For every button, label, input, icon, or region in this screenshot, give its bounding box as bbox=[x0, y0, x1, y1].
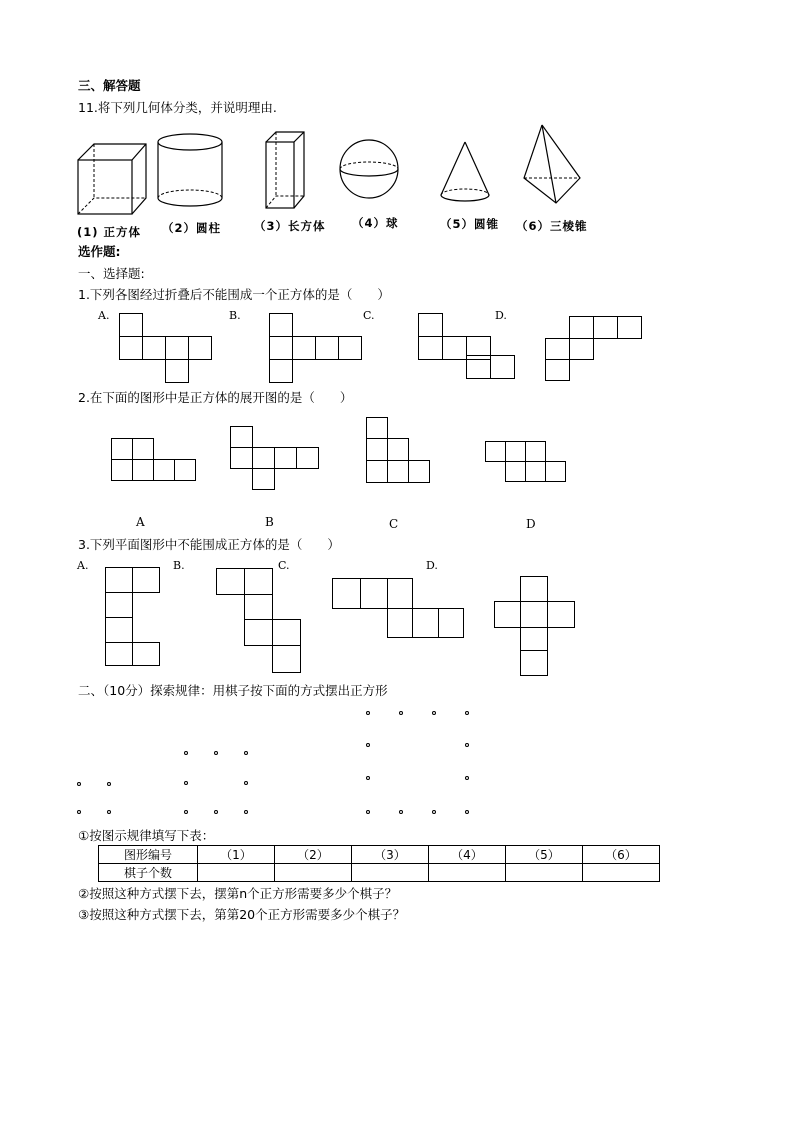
net-square bbox=[485, 441, 506, 462]
net-square bbox=[292, 336, 316, 360]
net-square bbox=[387, 578, 413, 609]
chess-piece-dot bbox=[184, 781, 188, 785]
row-header-figure-number: 图形编号 bbox=[99, 846, 198, 864]
net-square bbox=[418, 313, 443, 337]
column-header: （5） bbox=[506, 846, 583, 864]
chess-piece-dot bbox=[465, 711, 469, 715]
chess-piece-dot bbox=[399, 810, 403, 814]
sphere-figure bbox=[338, 138, 400, 200]
net-square bbox=[269, 313, 293, 337]
column-header: （2） bbox=[275, 846, 352, 864]
table-row bbox=[99, 846, 660, 864]
net-square bbox=[105, 567, 133, 593]
net-square bbox=[230, 426, 253, 448]
net-square bbox=[418, 336, 443, 360]
net-square bbox=[408, 460, 430, 483]
caption-cone: （5）圆锥 bbox=[440, 217, 500, 231]
net-square bbox=[111, 459, 133, 481]
net-square bbox=[525, 441, 546, 462]
net-square bbox=[315, 336, 339, 360]
net-square bbox=[520, 627, 548, 651]
net-square bbox=[105, 617, 133, 643]
chess-piece-dot bbox=[107, 810, 111, 814]
answer-cell[interactable] bbox=[429, 864, 506, 882]
net-square bbox=[412, 608, 439, 638]
chess-piece-dot bbox=[399, 711, 403, 715]
net-square bbox=[505, 461, 526, 482]
net-square bbox=[105, 592, 133, 618]
chess-piece-dot bbox=[366, 711, 370, 715]
net-square bbox=[153, 459, 175, 481]
q3-option-d-label: D. bbox=[426, 559, 438, 572]
net-square bbox=[387, 438, 409, 461]
q2-option-b-label: B bbox=[265, 515, 274, 529]
net-square bbox=[111, 438, 133, 460]
net-square bbox=[296, 447, 319, 469]
column-header: （4） bbox=[429, 846, 506, 864]
chess-piece-dot bbox=[465, 776, 469, 780]
answer-cell[interactable] bbox=[352, 864, 429, 882]
chess-piece-dot bbox=[432, 810, 436, 814]
cube-figure bbox=[76, 140, 148, 218]
net-square bbox=[438, 608, 464, 638]
part2-title: 二、（10分）探索规律：用棋子按下面的方式摆出正方形 bbox=[78, 683, 388, 698]
net-square bbox=[119, 336, 143, 360]
chess-count-table bbox=[98, 845, 660, 882]
q1-option-c-label: C. bbox=[363, 309, 375, 322]
chess-piece-dot bbox=[244, 781, 248, 785]
net-square bbox=[142, 336, 166, 360]
chess-piece-dot bbox=[244, 751, 248, 755]
net-square bbox=[387, 608, 413, 638]
net-square bbox=[490, 355, 515, 379]
answer-cell[interactable] bbox=[506, 864, 583, 882]
chess-piece-dot bbox=[366, 743, 370, 747]
net-square bbox=[593, 316, 618, 339]
net-square bbox=[274, 447, 297, 469]
section-title: 三、解答题 bbox=[78, 78, 141, 93]
chess-piece-dot bbox=[184, 810, 188, 814]
question-11: 11.将下列几何体分类，并说明理由. bbox=[78, 100, 277, 115]
net-square bbox=[252, 468, 275, 490]
q3-option-c-label: C. bbox=[278, 559, 290, 572]
net-square bbox=[338, 336, 362, 360]
caption-sphere: （4）球 bbox=[352, 216, 399, 230]
q3-option-b-label: B. bbox=[173, 559, 185, 572]
net-square bbox=[252, 447, 275, 469]
net-square bbox=[466, 355, 491, 379]
net-square bbox=[132, 459, 154, 481]
net-square bbox=[132, 642, 160, 666]
q1-option-d-label: D. bbox=[495, 309, 507, 322]
net-square bbox=[520, 601, 548, 628]
question-1: 1.下列各图经过折叠后不能围成一个正方体的是（ ） bbox=[78, 287, 390, 302]
net-square bbox=[244, 568, 273, 595]
chess-piece-dot bbox=[366, 810, 370, 814]
net-square bbox=[366, 417, 388, 439]
chess-piece-dot bbox=[77, 810, 81, 814]
q2-option-a-label: A bbox=[136, 515, 145, 529]
question-nth-square: ②按照这种方式摆下去，摆第n个正方形需要多少个棋子？ bbox=[78, 886, 398, 901]
net-square bbox=[174, 459, 196, 481]
net-square bbox=[216, 568, 245, 595]
net-square bbox=[119, 313, 143, 337]
net-square bbox=[269, 336, 293, 360]
net-square bbox=[617, 316, 642, 339]
answer-cell[interactable] bbox=[583, 864, 660, 882]
net-square bbox=[520, 576, 548, 602]
instruction-fill-table: ①按图示规律填写下表： bbox=[78, 828, 215, 843]
caption-cuboid: （3）长方体 bbox=[254, 219, 326, 233]
chess-piece-dot bbox=[465, 743, 469, 747]
row-header-piece-count: 棋子个数 bbox=[99, 864, 198, 882]
net-square bbox=[269, 359, 293, 383]
chess-piece-dot bbox=[184, 751, 188, 755]
net-square bbox=[165, 336, 189, 360]
chess-piece-dot bbox=[77, 782, 81, 786]
net-square bbox=[332, 578, 361, 609]
part1-title: 一、选择题: bbox=[78, 266, 145, 281]
column-header: （3） bbox=[352, 846, 429, 864]
caption-cylinder: （2）圆柱 bbox=[162, 221, 222, 235]
question-2: 2.在下面的图形中是正方体的展开图的是（ ） bbox=[78, 390, 353, 405]
answer-cell[interactable] bbox=[275, 864, 352, 882]
net-square bbox=[569, 316, 594, 339]
caption-pyramid: （6）三棱锥 bbox=[516, 219, 588, 233]
cone-figure bbox=[437, 140, 493, 206]
net-square bbox=[545, 461, 566, 482]
chess-piece-dot bbox=[432, 711, 436, 715]
chess-piece-dot bbox=[214, 810, 218, 814]
cylinder-figure bbox=[155, 132, 225, 212]
net-square bbox=[105, 642, 133, 666]
net-square bbox=[272, 645, 301, 673]
net-square bbox=[547, 601, 575, 628]
cuboid-figure bbox=[264, 130, 306, 212]
caption-cube: (1) 正方体 bbox=[77, 225, 142, 239]
q2-option-c-label: C bbox=[389, 517, 399, 531]
net-square bbox=[132, 567, 160, 593]
net-square bbox=[272, 619, 301, 646]
net-square bbox=[545, 359, 570, 381]
column-header: （1） bbox=[198, 846, 275, 864]
net-square bbox=[366, 438, 388, 461]
chess-piece-dot bbox=[214, 751, 218, 755]
net-square bbox=[132, 438, 154, 460]
chess-piece-dot bbox=[465, 810, 469, 814]
chess-piece-dot bbox=[107, 782, 111, 786]
net-square bbox=[366, 460, 388, 483]
q1-option-b-label: B. bbox=[229, 309, 241, 322]
net-square bbox=[230, 447, 253, 469]
q1-option-a-label: A. bbox=[98, 309, 110, 322]
triangular-pyramid-figure bbox=[518, 123, 584, 207]
column-header: （6） bbox=[583, 846, 660, 864]
q3-option-a-label: A. bbox=[77, 559, 89, 572]
question-3: 3.下列平面图形中不能围成正方体的是（ ） bbox=[78, 537, 340, 552]
net-square bbox=[505, 441, 526, 462]
net-square bbox=[244, 619, 273, 646]
net-square bbox=[494, 601, 521, 628]
net-square bbox=[244, 594, 273, 620]
net-square bbox=[360, 578, 388, 609]
net-square bbox=[165, 359, 189, 383]
net-square bbox=[525, 461, 546, 482]
net-square bbox=[442, 336, 467, 360]
net-square bbox=[387, 460, 409, 483]
chess-piece-dot bbox=[366, 776, 370, 780]
optional-title: 选作题: bbox=[78, 244, 121, 259]
net-square bbox=[569, 338, 594, 360]
q2-option-d-label: D bbox=[526, 517, 536, 531]
table-row bbox=[99, 864, 660, 882]
net-square bbox=[520, 650, 548, 676]
question-20th-square: ③按照这种方式摆下去，第第20个正方形需要多少个棋子？ bbox=[78, 907, 406, 922]
answer-cell[interactable] bbox=[198, 864, 275, 882]
net-square bbox=[188, 336, 212, 360]
chess-piece-dot bbox=[244, 810, 248, 814]
net-square bbox=[545, 338, 570, 360]
